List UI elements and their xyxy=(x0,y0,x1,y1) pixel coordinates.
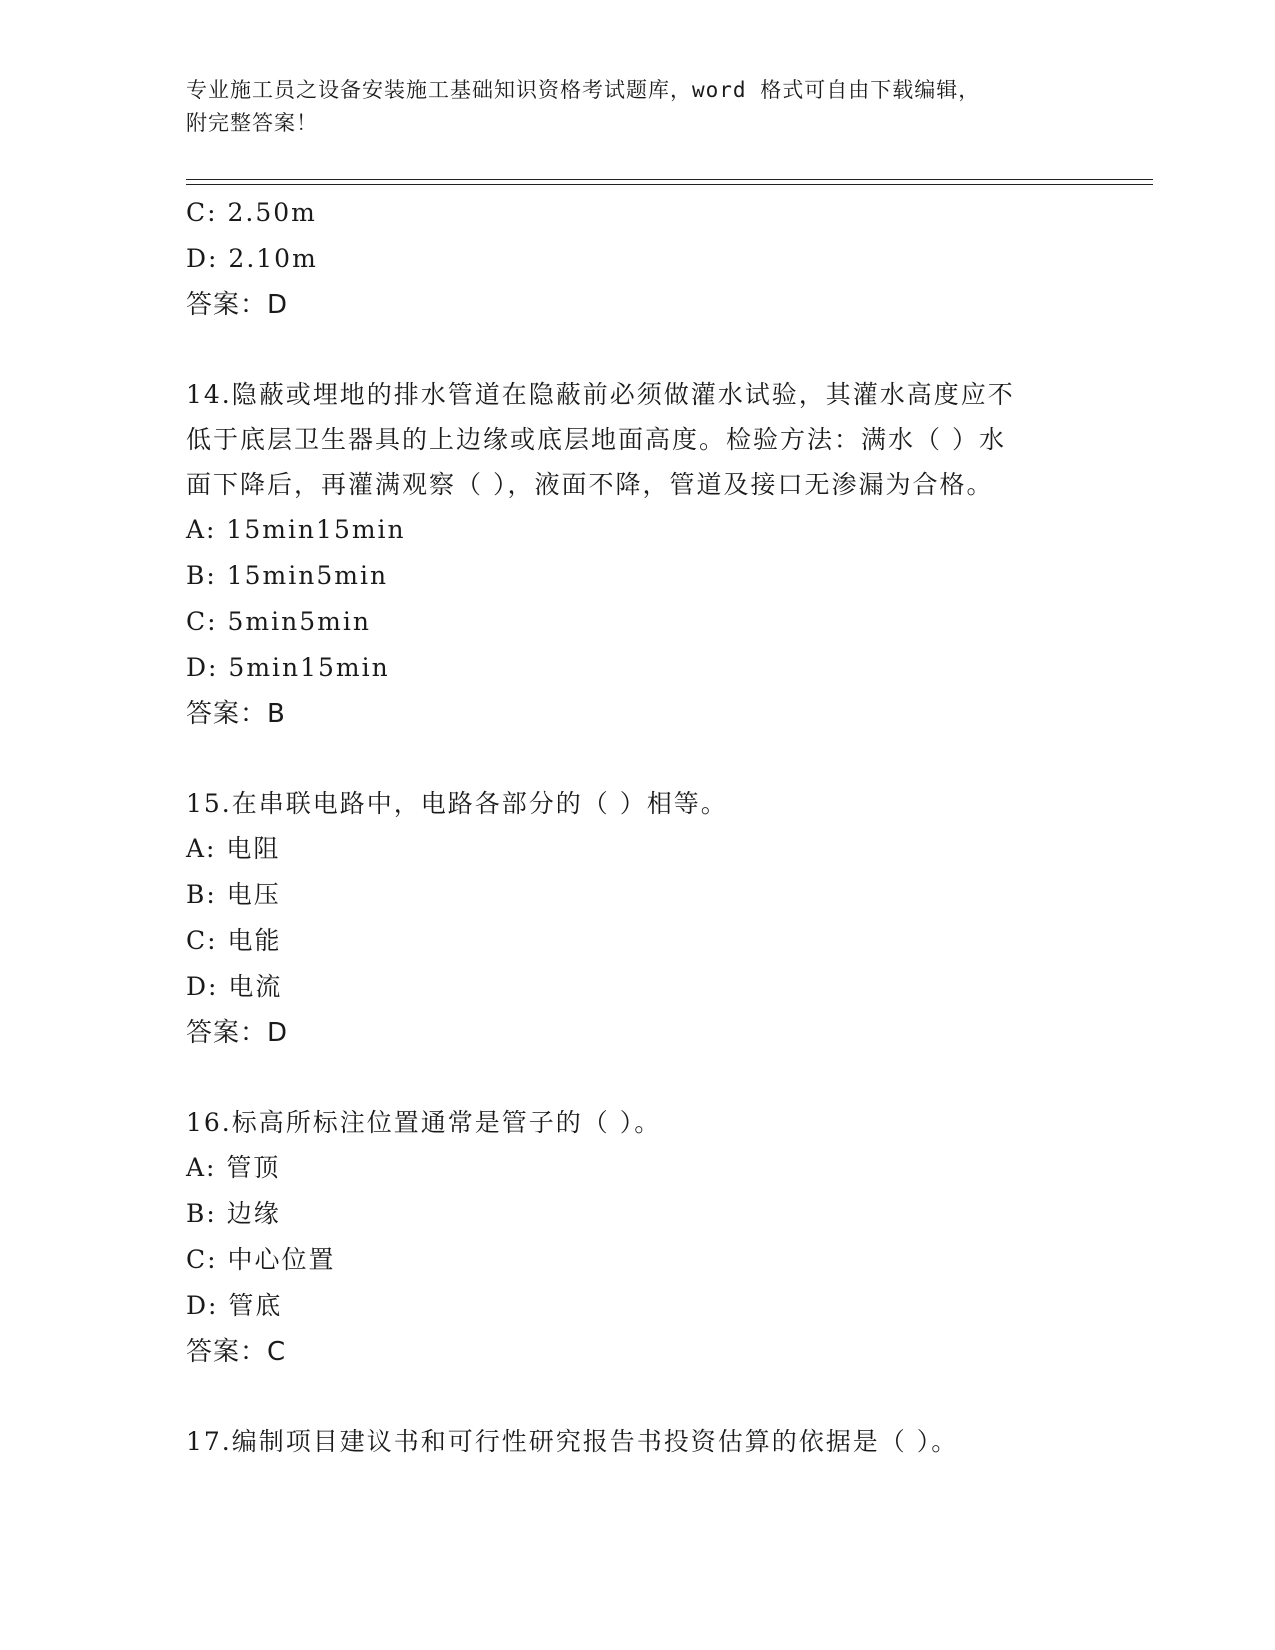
spacer xyxy=(186,328,1086,372)
option-c: C: 电能 xyxy=(186,926,282,955)
option-a: A: 15min15min xyxy=(186,515,406,544)
question-block-13-tail xyxy=(186,190,1086,328)
option-c: C: 中心位置 xyxy=(186,1245,336,1274)
answer-line: 答案：D xyxy=(186,290,289,320)
option-c: C: 2.50m xyxy=(186,198,317,227)
question-block-14 xyxy=(186,372,1086,737)
question-text-line: 16.标高所标注位置通常是管子的（ ）。 xyxy=(186,1108,662,1137)
spacer xyxy=(186,1375,1086,1419)
question-text-line: 14.隐蔽或埋地的排水管道在隐蔽前必须做灌水试验，其灌水高度应不 xyxy=(186,380,1015,409)
header-divider-top xyxy=(186,179,1153,180)
option-a: A: 管顶 xyxy=(186,1153,281,1182)
spacer xyxy=(186,737,1086,781)
question-block-17 xyxy=(186,1419,1086,1464)
spacer xyxy=(186,1056,1086,1100)
option-c: C: 5min5min xyxy=(186,607,371,636)
option-d: D: 2.10m xyxy=(186,244,318,273)
question-block-15 xyxy=(186,781,1086,1056)
question-text xyxy=(186,372,1086,507)
answer-line: 答案：C xyxy=(186,1337,287,1367)
question-text xyxy=(186,1419,1086,1464)
header-divider-bottom xyxy=(186,184,1153,185)
header-line-1: 专业施工员之设备安装施工基础知识资格考试题库，word 格式可自由下载编辑， xyxy=(186,78,981,102)
question-text xyxy=(186,1100,1086,1145)
question-block-16 xyxy=(186,1100,1086,1375)
option-b: B: 边缘 xyxy=(186,1199,281,1228)
question-text-line: 15.在串联电路中，电路各部分的（ ）相等。 xyxy=(186,789,728,818)
question-text-line: 面下降后，再灌满观察（ ），液面不降，管道及接口无渗漏为合格。 xyxy=(186,470,994,499)
option-b: B: 15min5min xyxy=(186,561,389,590)
option-d: D: 电流 xyxy=(186,972,283,1001)
question-text-line: 低于底层卫生器具的上边缘或底层地面高度。检验方法：满水（ ）水 xyxy=(186,425,1006,454)
answer-line: 答案：D xyxy=(186,1018,289,1048)
option-d: D: 5min15min xyxy=(186,653,390,682)
document-header xyxy=(186,74,1086,140)
answer-line: 答案：B xyxy=(186,699,286,729)
question-text-line: 17.编制项目建议书和可行性研究报告书投资估算的依据是（ ）。 xyxy=(186,1427,959,1456)
option-a: A: 电阻 xyxy=(186,834,281,863)
header-line-2: 附完整答案！ xyxy=(186,111,318,135)
question-list xyxy=(186,190,1086,1464)
question-text xyxy=(186,781,1086,826)
option-d: D: 管底 xyxy=(186,1291,283,1320)
option-b: B: 电压 xyxy=(186,880,281,909)
